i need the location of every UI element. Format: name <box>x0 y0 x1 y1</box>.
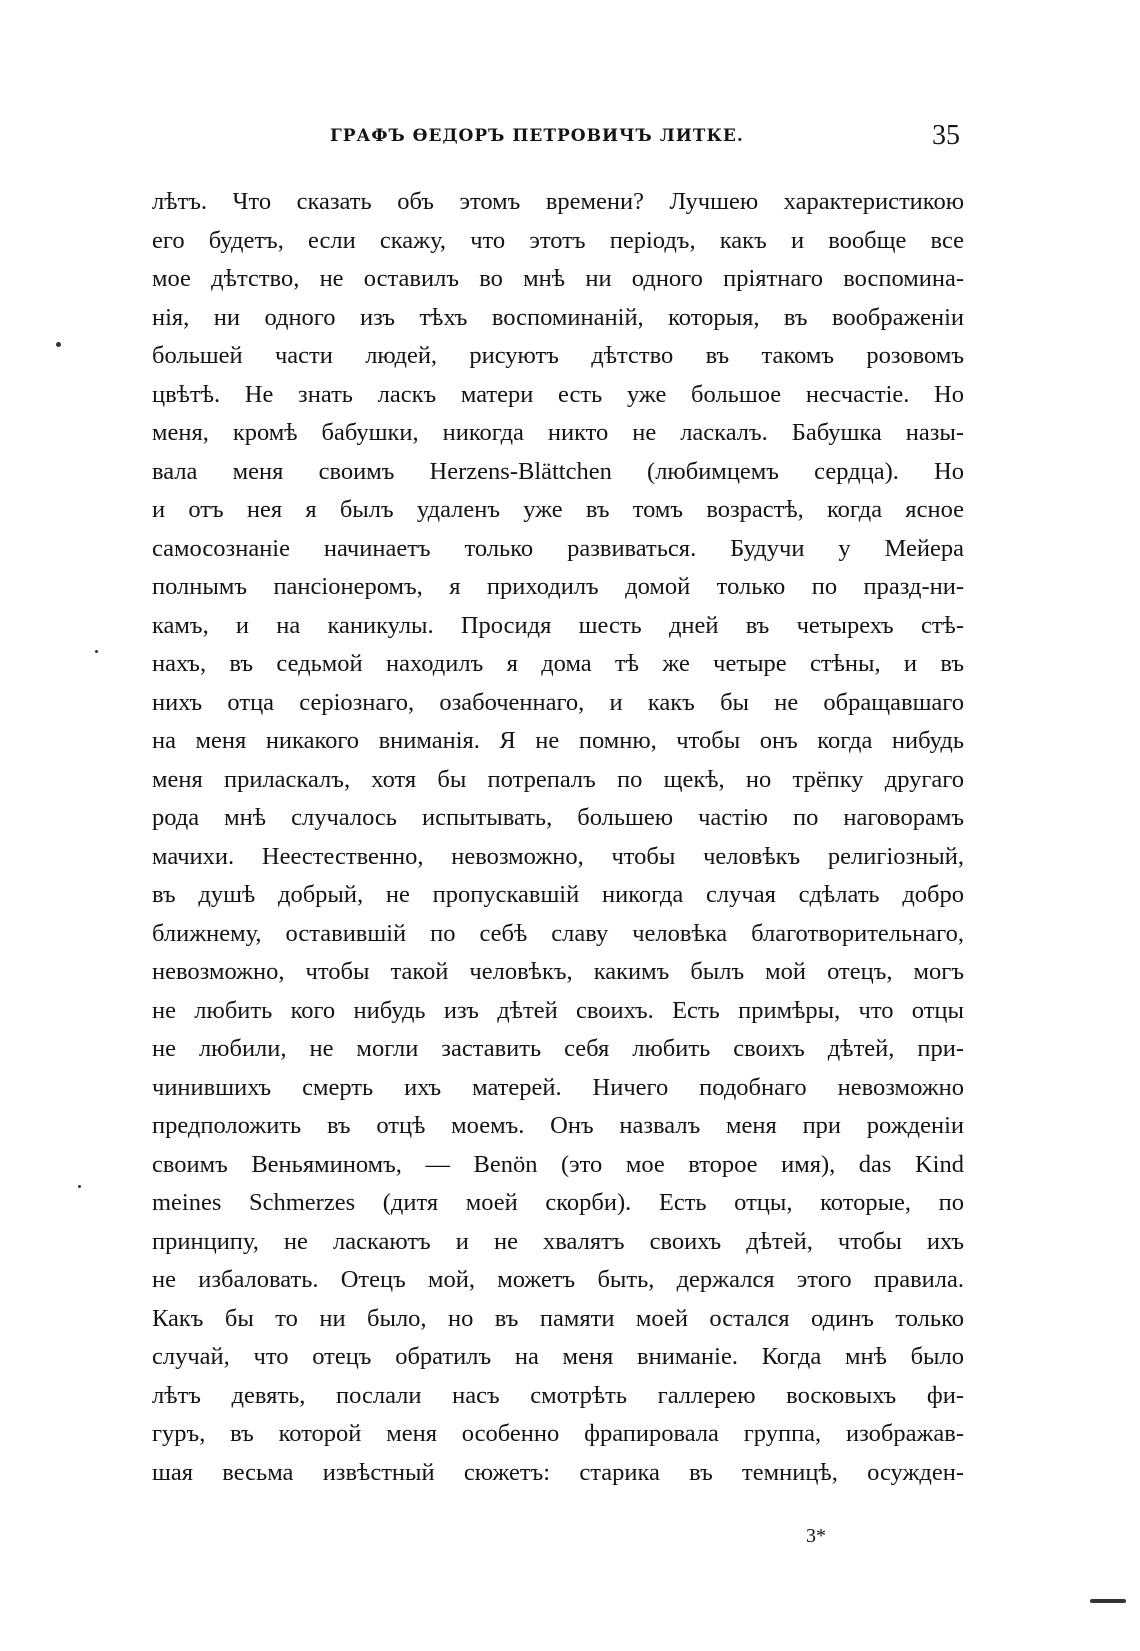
running-title: ГРАФЪ ѲЕДОРЪ ПЕТРОВИЧЪ ЛИТКЕ. <box>330 126 744 146</box>
text-line: шая весьма извѣстный сюжетъ: старика въ темницѣ, осужден- <box>152 1458 964 1486</box>
text-line: ближнему, оставившій по себѣ славу человѣка благотворительнаго, <box>152 919 964 947</box>
text-line: камъ, и на каникулы. Просидя шесть дней въ четырехъ стѣ- <box>152 611 964 639</box>
text-line: предположить въ отцѣ моемъ. Онъ назвалъ меня при рожденіи <box>152 1112 964 1139</box>
text-line: цвѣтѣ. Не знать ласкъ матери есть уже большое несчастіе. Но <box>152 380 964 408</box>
text-line: въ душѣ добрый, не пропускавшій никогда случая сдѣлать добро <box>152 881 964 908</box>
text-line: не избаловать. Отецъ мой, можетъ быть, держался этого правила. <box>152 1266 964 1293</box>
text-line: лѣтъ. Что сказать объ этомъ времени? Лучшею характеристикою <box>152 188 964 215</box>
text-line: рода мнѣ случалось испытывать, большею частію по наговорамъ <box>152 804 964 831</box>
text-line: на меня никакого вниманія. Я не помню, чтобы онъ когда нибудь <box>152 727 964 754</box>
text-line: меня, кромѣ бабушки, никогда никто не ласкалъ. Бабушка назы- <box>152 419 964 446</box>
text-line: мое дѣтство, не оставилъ во мнѣ ни одного пріятнаго воспомина- <box>152 265 964 292</box>
text-line: полнымъ пансіонеромъ, я приходилъ домой только по празд-ни- <box>152 573 964 600</box>
text-line: его будетъ, если скажу, что этотъ періодъ, какъ и вообще все <box>152 226 964 254</box>
text-line: Какъ бы то ни было, но въ памяти моей остался одинъ только <box>152 1304 964 1332</box>
text-line: своимъ Веньяминомъ, — Benön (это мое второе имя), das Kind <box>152 1150 964 1178</box>
scan-speck <box>56 342 61 347</box>
text-line: чинившихъ смерть ихъ матерей. Ничего подобнаго невозможно <box>152 1073 964 1101</box>
text-line: мачихи. Неестественно, невозможно, чтобы человѣкъ религіозный, <box>152 842 964 870</box>
text-line: и отъ нея я былъ удаленъ уже въ томъ возрастѣ, когда ясное <box>152 496 964 523</box>
text-line: принципу, не ласкаютъ и не хвалятъ своихъ дѣтей, чтобы ихъ <box>152 1227 964 1255</box>
text-line: большей части людей, рисуютъ дѣтство въ такомъ розовомъ <box>152 342 964 369</box>
text-line: самосознаніе начинаетъ только развиваться. Будучи у Мейера <box>152 534 964 562</box>
text-line: невозможно, чтобы такой человѣкъ, какимъ былъ мой отецъ, могъ <box>152 958 964 985</box>
scan-speck <box>78 1185 81 1188</box>
text-line: гуръ, въ которой меня особенно фрапировала группа, изображав- <box>152 1420 964 1447</box>
text-line: не любили, не могли заставить себя любить своихъ дѣтей, при- <box>152 1035 964 1062</box>
text-line: случай, что отецъ обратилъ на меня вниманіе. Когда мнѣ было <box>152 1343 964 1370</box>
page-number: 35 <box>932 120 960 151</box>
text-line: вала меня своимъ Herzens-Blättchen (любимцемъ сердца). Но <box>152 457 964 485</box>
scan-speck <box>1090 1599 1126 1603</box>
text-line: нахъ, въ седьмой находилъ я дома тѣ же четыре стѣны, и въ <box>152 650 964 677</box>
signature-mark: 3* <box>806 1525 826 1547</box>
body-text <box>152 183 964 1492</box>
scan-speck <box>95 650 98 653</box>
text-line: не любить кого нибудь изъ дѣтей своихъ. Есть примѣры, что отцы <box>152 996 964 1024</box>
text-line: нія, ни одного изъ тѣхъ воспоминаній, которыя, въ воображеніи <box>152 303 964 331</box>
running-header <box>150 120 960 160</box>
text-line: меня приласкалъ, хотя бы потрепалъ по щекѣ, но трёпку другаго <box>152 765 964 793</box>
text-line: лѣтъ девять, послали насъ смотрѣть галлерею восковыхъ фи- <box>152 1381 964 1409</box>
text-line: meines Schmerzes (дитя моей скорби). Есть отцы, которые, по <box>152 1189 964 1216</box>
text-line: нихъ отца серіознаго, озабоченнаго, и какъ бы не обращавшаго <box>152 688 964 716</box>
